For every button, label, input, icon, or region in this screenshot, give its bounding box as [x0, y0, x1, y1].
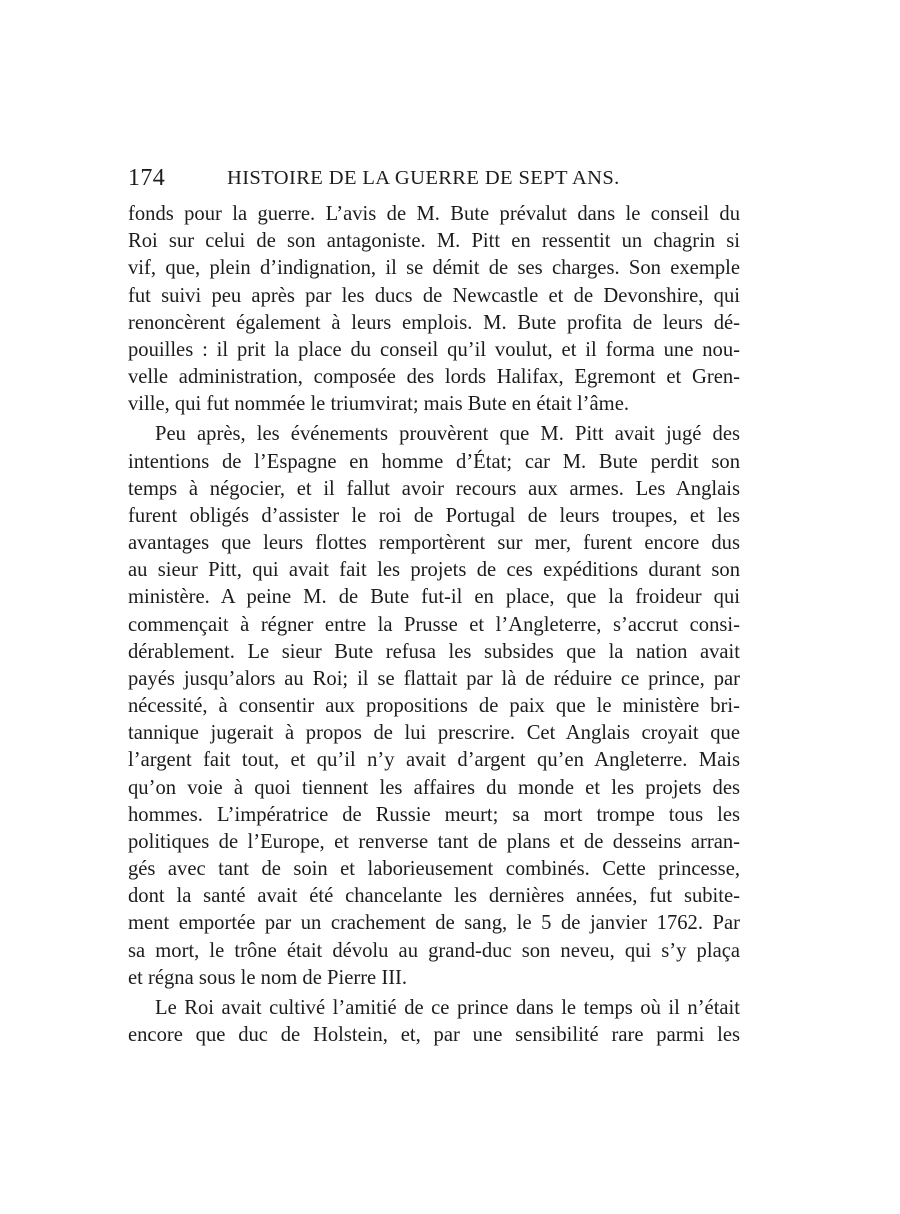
- text-line: sa mort, le trône était dévolu au grand-duc son neveu, qui s’y plaça: [128, 939, 740, 962]
- text-line: furent obligés d’assister le roi de Portugal de leurs troupes, et les: [128, 504, 740, 527]
- text-line: dérablement. Le sieur Bute refusa les subsides que la nation avait: [128, 640, 740, 663]
- text-line: ministère. A peine M. de Bute fut-il en place, que la froideur qui: [128, 586, 740, 609]
- text-line: vif, que, plein d’indignation, il se démit de ses charges. Son exemple: [128, 257, 740, 280]
- text-line: et régna sous le nom de Pierre III.: [128, 966, 408, 989]
- page-number: 174: [128, 165, 166, 191]
- text-line: ment emportée par un crachement de sang, le 5 de janvier 1762. Par: [128, 912, 740, 935]
- body-text: [128, 201, 740, 1049]
- running-head: [128, 163, 740, 193]
- text-line: pouilles : il prit la place du conseil qu’il voulut, et il forma une nou-: [128, 338, 740, 361]
- text-line: nécessité, à consentir aux propositions de paix que le ministère bri-: [128, 695, 740, 718]
- text-line: hommes. L’impératrice de Russie meurt; sa mort trompe tous les: [128, 803, 740, 826]
- running-title: HISTOIRE DE LA GUERRE DE SEPT ANS.: [227, 167, 620, 189]
- text-line: au sieur Pitt, qui avait fait les projets de ces expéditions durant son: [128, 559, 740, 582]
- text-line: encore que duc de Holstein, et, par une sensibilité rare parmi les: [128, 1024, 740, 1047]
- text-line: tannique jugerait à propos de lui prescrire. Cet Anglais croyait que: [128, 722, 740, 745]
- text-line: fonds pour la guerre. L’avis de M. Bute prévalut dans le conseil du: [128, 203, 740, 225]
- text-line: Peu après, les événements prouvèrent que M. Pitt avait jugé des: [155, 423, 740, 446]
- text-line: temps à négocier, et il fallut avoir recours aux armes. Les Anglais: [128, 477, 740, 500]
- text-line: velle administration, composée des lords Halifax, Egremont et Gren-: [128, 366, 740, 389]
- text-line: Le Roi avait cultivé l’amitié de ce prince dans le temps où il n’était: [155, 996, 740, 1019]
- paragraph: [128, 421, 740, 992]
- text-line: dont la santé avait été chancelante les dernières années, fut subite-: [128, 885, 740, 908]
- text-line: politiques de l’Europe, et renverse tant de plans et de desseins arran-: [128, 830, 740, 853]
- text-line: ville, qui fut nommée le triumvirat; mais Bute en était l’âme.: [128, 393, 629, 416]
- paragraph: [128, 201, 740, 418]
- paragraph: [128, 995, 740, 1049]
- text-line: fut suivi peu après par les ducs de Newcastle et de Devonshire, qui: [128, 284, 740, 307]
- text-line: intentions de l’Espagne en homme d’État; car M. Bute perdit son: [128, 450, 740, 473]
- text-line: l’argent fait tout, et qu’il n’y avait d’argent qu’en Angleterre. Mais: [128, 749, 740, 772]
- text-line: commençait à régner entre la Prusse et l’Angleterre, s’accrut consi-: [128, 613, 740, 636]
- text-line: payés jusqu’alors au Roi; il se flattait par là de réduire ce prince, par: [128, 667, 740, 690]
- text-line: gés avec tant de soin et laborieusement combinés. Cette princesse,: [128, 858, 740, 881]
- text-line: qu’on voie à quoi tiennent les affaires du monde et les projets des: [128, 776, 740, 799]
- text-line: Roi sur celui de son antagoniste. M. Pitt en ressentit un chagrin si: [128, 230, 740, 253]
- text-line: renoncèrent également à leurs emplois. M. Bute profita de leurs dé-: [128, 311, 740, 334]
- text-line: avantages que leurs flottes remportèrent sur mer, furent encore dus: [128, 532, 740, 555]
